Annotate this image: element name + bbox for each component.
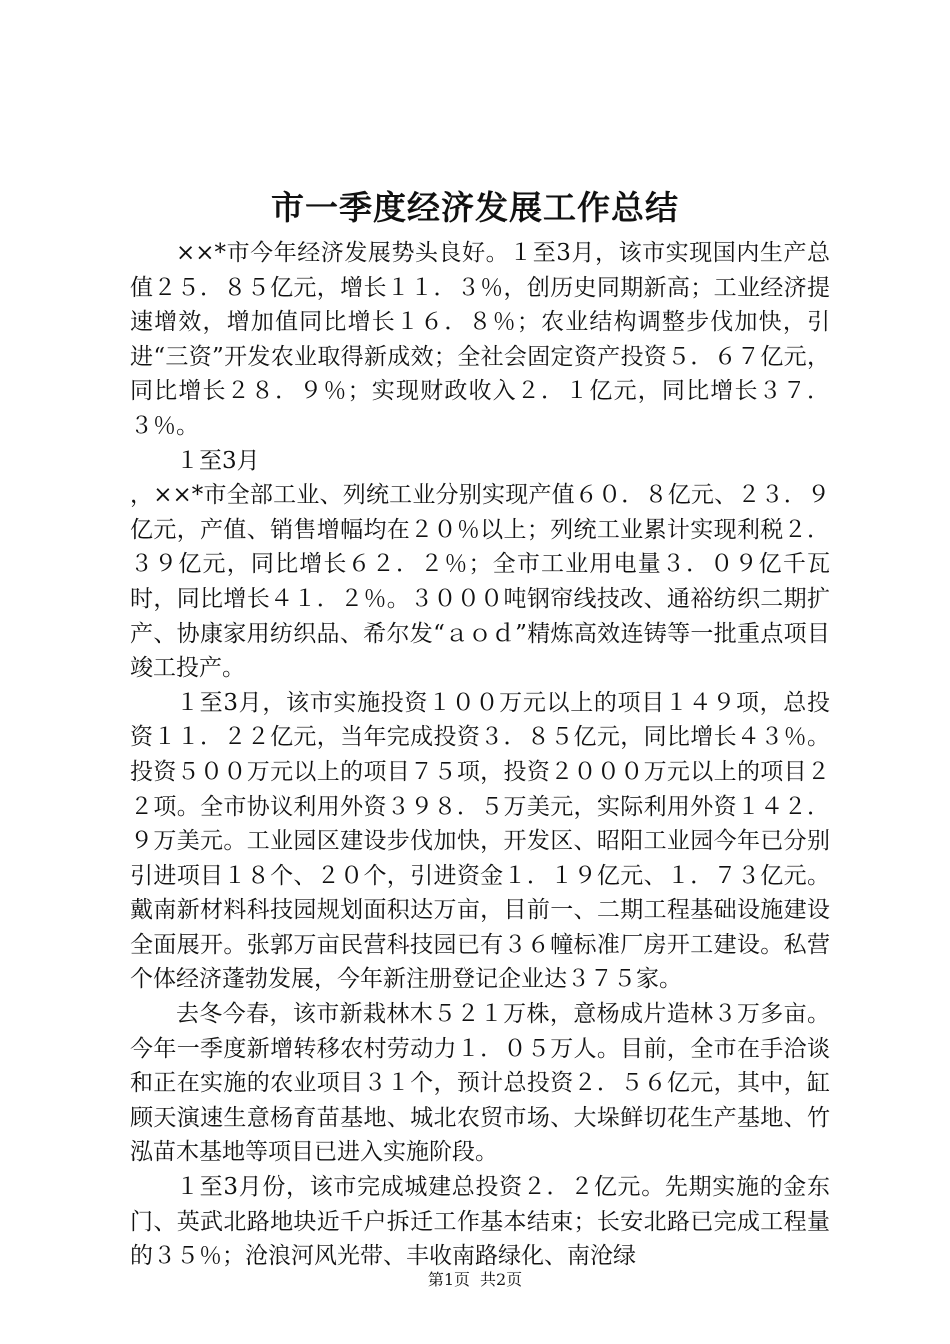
- paragraph-agriculture: 去冬今春，该市新栽林木５２１万株，意杨成片造林３万多亩。今年一季度新增转移农村劳动力１．０５万人。目前，全市在手洽谈和正在实施的农业项目３１个，预计总投资２．５６亿元，其中，缸顾天演速生意杨育苗基地、城北农贸市场、大垛鲜切花生产基地、竹泓苗木基地等项目已进入实施阶段。: [130, 1001, 830, 1166]
- page-total: 共2页: [480, 1270, 523, 1289]
- document-body: [130, 236, 830, 1274]
- page-number: 第1页: [427, 1270, 470, 1289]
- document-title: 市一季度经济发展工作总结: [271, 188, 679, 227]
- paragraph-period-heading: １至3月: [176, 447, 260, 474]
- paragraph-industry: ，××*市全部工业、列统工业分别实现产值６０．８亿元、２３．９亿元，产值、销售增幅均在２０％以上；列统工业累计实现利税２．３９亿元，同比增长６２．２％；全市工业用电量３．０９亿千瓦时，同比增长４１．２％。３０００吨钢帘线技改、通裕纺织二期扩产、协康家用纺织品、希尔发“ａｏｄ”精炼高效连铸等一批重点项目竣工投产。: [130, 482, 830, 682]
- paragraph-summary: ××*市今年经济发展势头良好。１至3月，该市实现国内生产总值２５．８５亿元，增长１１．３％，创历史同期新高；工业经济提速增效，增加值同比增长１６．８％；农业结构调整步伐加快，引进“三资”开发农业取得新成效；全社会固定资产投资５．６７亿元，同比增长２８．９％；实现财政收入２．１亿元，同比增长３７．３％。: [130, 240, 830, 439]
- paragraph-urban-construction: １至3月份，该市完成城建总投资２．２亿元。先期实施的金东门、英武北路地块近千户拆迁工作基本结束；长安北路已完成工程量的３５％；沧浪河风光带、丰收南路绿化、南沧绿: [130, 1174, 830, 1270]
- paragraph-investment: １至3月，该市实施投资１００万元以上的项目１４９项，总投资１１．２２亿元，当年完成投资３．８５亿元，同比增长４３％。投资５００万元以上的项目７５项，投资２０００万元以上的项目２２项。全市协议利用外资３９８．５万美元，实际利用外资１４２．９万美元。工业园区建设步伐加快，开发区、昭阳工业园今年已分别引进项目１８个、２０个，引进资金１．１９亿元、１．７３亿元。戴南新材料科技园规划面积达万亩，目前一、二期工程基础设施建设全面展开。张郭万亩民营科技园已有３６幢标准厂房开工建设。私营个体经济蓬勃发展，今年新注册登记企业达３７５家。: [130, 689, 830, 993]
- page-footer: [0, 1270, 950, 1290]
